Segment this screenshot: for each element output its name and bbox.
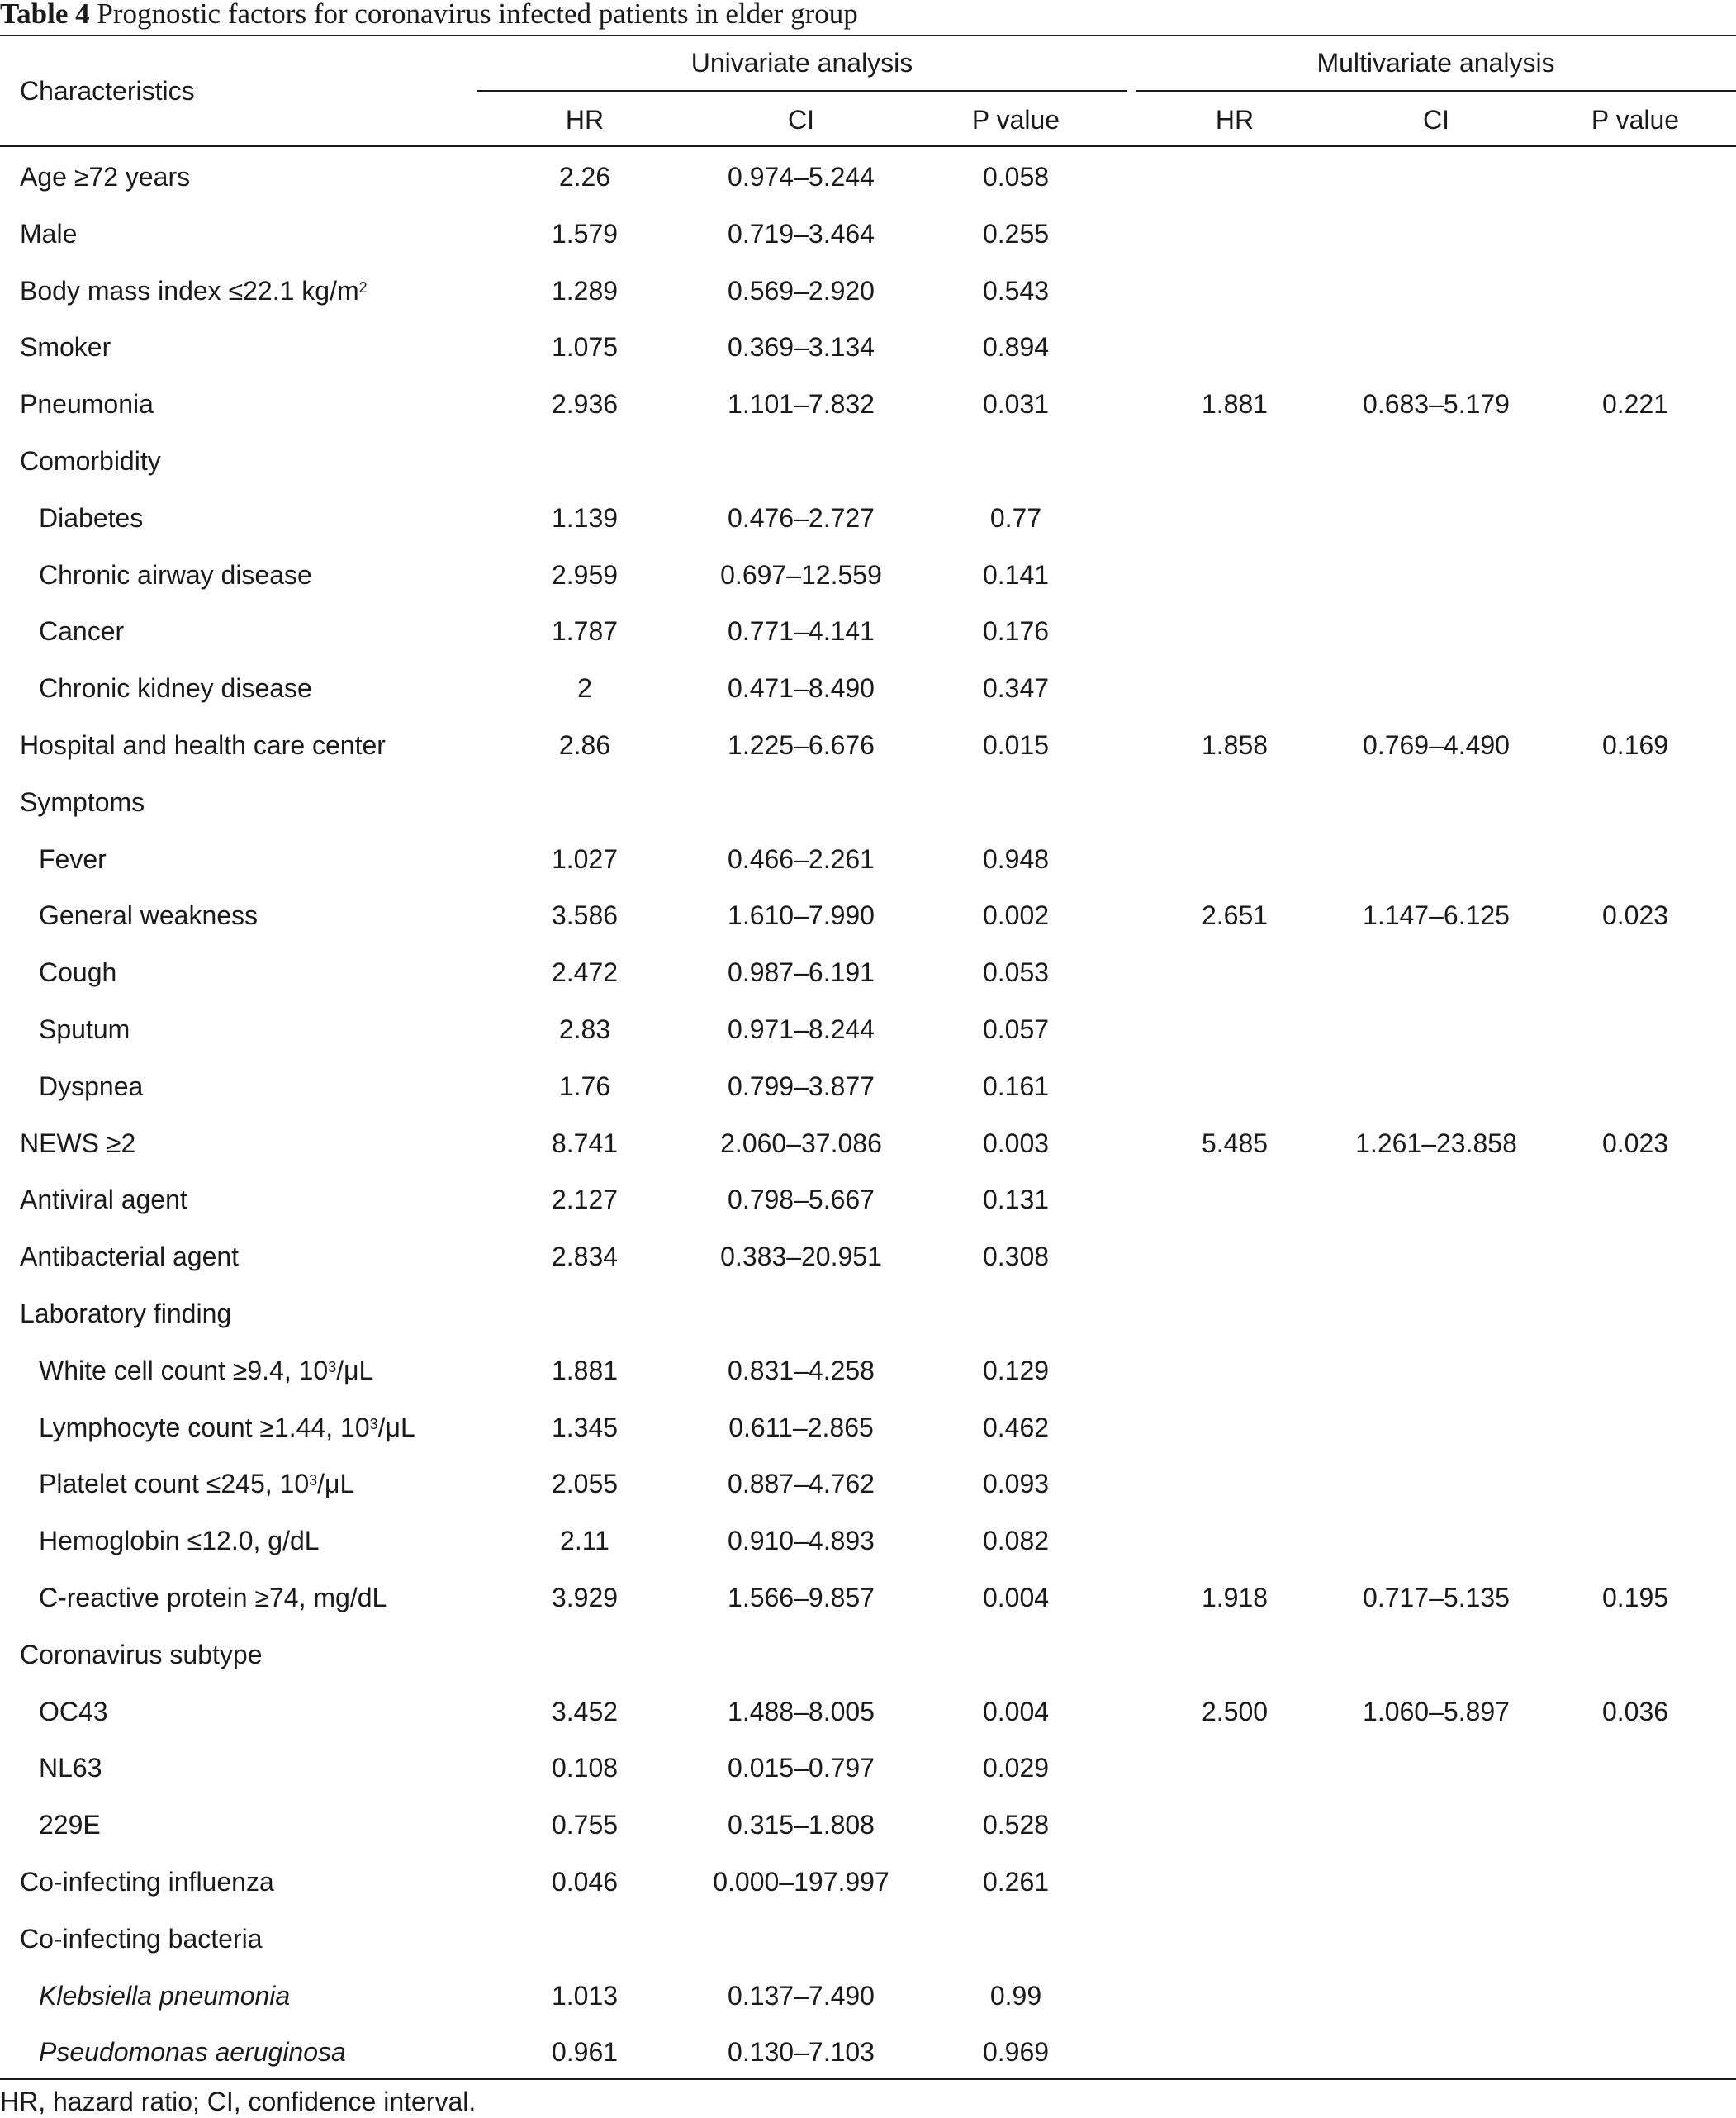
row-label: Male bbox=[20, 218, 78, 249]
cell-univariate-hr: 3.586 bbox=[551, 900, 619, 931]
cell-univariate-p: 0.031 bbox=[982, 389, 1050, 420]
cell-univariate-p bbox=[933, 1922, 1098, 1955]
cell-univariate-hr: 0.108 bbox=[551, 1753, 619, 1783]
cell-univariate-ci: 0.569–2.920 bbox=[728, 275, 875, 306]
cell-univariate-ci: 0.369–3.134 bbox=[728, 332, 875, 363]
table-row bbox=[0, 490, 1736, 547]
table-row bbox=[0, 1797, 1736, 1854]
header-u-ci: CI bbox=[788, 105, 814, 135]
cell-univariate-p: 0.176 bbox=[982, 616, 1050, 647]
row-label: Age ≥72 years bbox=[20, 162, 191, 192]
cell-univariate-p: 0.77 bbox=[989, 502, 1042, 533]
cell-multivariate-ci bbox=[1312, 501, 1560, 534]
cell-univariate-hr: 2.936 bbox=[551, 389, 619, 420]
table-row bbox=[0, 717, 1736, 774]
cell-multivariate-hr bbox=[1152, 501, 1317, 534]
cell-multivariate-p bbox=[1553, 615, 1718, 648]
cell-multivariate-hr bbox=[1152, 956, 1317, 989]
row-label: Symptoms bbox=[20, 786, 145, 817]
cell-univariate-ci: 0.611–2.865 bbox=[728, 1412, 874, 1442]
cell-multivariate-ci bbox=[1312, 1070, 1560, 1103]
cell-multivariate-hr bbox=[1152, 1070, 1317, 1103]
cell-multivariate-ci bbox=[1312, 1808, 1560, 1841]
row-label: Hospital and health care center bbox=[20, 730, 386, 760]
cell-univariate-p: 0.99 bbox=[989, 1980, 1042, 2011]
table-row bbox=[0, 1740, 1736, 1797]
cell-multivariate-hr bbox=[1152, 444, 1317, 477]
cell-univariate-p: 0.543 bbox=[982, 275, 1050, 306]
cell-univariate-ci: 0.466–2.261 bbox=[728, 843, 875, 874]
table-row bbox=[0, 263, 1736, 320]
cell-multivariate-p: 0.221 bbox=[1601, 389, 1669, 420]
cell-univariate-hr bbox=[502, 444, 667, 477]
cell-multivariate-hr bbox=[1152, 1524, 1317, 1557]
cell-multivariate-p bbox=[1553, 2035, 1718, 2068]
cell-univariate-p: 0.131 bbox=[982, 1185, 1050, 1215]
cell-multivariate-p bbox=[1553, 217, 1718, 250]
cell-univariate-hr: 1.075 bbox=[551, 332, 619, 363]
cell-multivariate-ci bbox=[1312, 956, 1560, 989]
row-label: Pseudomonas aeruginosa bbox=[39, 2037, 346, 2068]
cell-multivariate-hr bbox=[1152, 1808, 1317, 1841]
row-label: Platelet count ≤245, $10^3/\mu L$ bbox=[39, 1469, 355, 1499]
cell-univariate-hr: 1.76 bbox=[558, 1071, 611, 1101]
cell-multivariate-ci: 0.717–5.135 bbox=[1363, 1583, 1510, 1612]
cell-univariate-p: 0.004 bbox=[982, 1583, 1050, 1612]
table-row bbox=[0, 547, 1736, 604]
cell-multivariate-p bbox=[1553, 501, 1718, 534]
cell-univariate-ci bbox=[677, 1922, 925, 1955]
cell-univariate-ci: 0.000–197.997 bbox=[713, 1867, 889, 1897]
table-row bbox=[0, 660, 1736, 717]
cell-multivariate-p bbox=[1553, 1411, 1718, 1444]
table-row bbox=[0, 1285, 1736, 1342]
row-label: Sputum bbox=[39, 1014, 130, 1044]
cell-univariate-ci: 1.101–7.832 bbox=[728, 389, 875, 420]
cell-multivariate-hr bbox=[1152, 1013, 1317, 1046]
cell-multivariate-p bbox=[1553, 1922, 1718, 1955]
cell-multivariate-hr bbox=[1152, 2035, 1317, 2068]
cell-multivariate-ci bbox=[1312, 1297, 1560, 1330]
cell-univariate-hr: 3.929 bbox=[551, 1583, 619, 1612]
cell-multivariate-ci bbox=[1312, 843, 1560, 876]
cell-univariate-ci bbox=[677, 444, 925, 477]
row-label: Comorbidity bbox=[20, 446, 161, 476]
cell-univariate-ci: 1.225–6.676 bbox=[728, 730, 875, 760]
cell-multivariate-p bbox=[1553, 1354, 1718, 1387]
row-label: Klebsiella pneumonia bbox=[39, 1980, 291, 2011]
header-m-hr: HR bbox=[1215, 105, 1255, 135]
cell-multivariate-p bbox=[1553, 1638, 1718, 1671]
row-label: White cell count ≥9.4, $10^3/\mu L$ bbox=[39, 1355, 374, 1385]
cell-univariate-hr: 2 bbox=[577, 673, 592, 704]
cell-univariate-ci: 2.060–37.086 bbox=[720, 1128, 882, 1158]
cell-multivariate-hr bbox=[1152, 843, 1317, 876]
cell-multivariate-ci bbox=[1312, 1524, 1560, 1557]
row-label: Lymphocyte count ≥1.44, $10^3/\mu L$ bbox=[39, 1412, 415, 1442]
table-row bbox=[0, 1968, 1736, 2025]
cell-multivariate-ci bbox=[1312, 1013, 1560, 1046]
cell-multivariate-hr bbox=[1152, 1865, 1317, 1898]
cell-univariate-hr: 2.83 bbox=[558, 1014, 611, 1044]
cell-multivariate-ci bbox=[1312, 1240, 1560, 1273]
table-row bbox=[0, 1171, 1736, 1228]
cell-multivariate-ci bbox=[1312, 1467, 1560, 1500]
cell-multivariate-ci bbox=[1312, 786, 1560, 819]
header-m-p: P value bbox=[1591, 105, 1680, 135]
cell-univariate-ci bbox=[677, 786, 925, 819]
cell-multivariate-ci bbox=[1312, 1751, 1560, 1784]
cell-multivariate-p bbox=[1553, 1808, 1718, 1841]
row-label: NEWS ≥2 bbox=[20, 1128, 136, 1158]
cell-univariate-p: 0.347 bbox=[982, 673, 1050, 704]
cell-univariate-ci: 0.383–20.951 bbox=[720, 1242, 882, 1272]
cell-univariate-p: 0.002 bbox=[982, 900, 1050, 931]
cell-multivariate-hr bbox=[1152, 1183, 1317, 1216]
cell-univariate-ci: 1.488–8.005 bbox=[728, 1696, 875, 1726]
cell-univariate-hr: 0.755 bbox=[551, 1810, 619, 1840]
cell-univariate-ci: 0.987–6.191 bbox=[728, 957, 875, 988]
table-row bbox=[0, 1626, 1736, 1683]
cell-univariate-hr: 2.11 bbox=[560, 1526, 609, 1556]
table-row bbox=[0, 1513, 1736, 1570]
cell-multivariate-hr bbox=[1152, 672, 1317, 705]
table-row bbox=[0, 603, 1736, 660]
cell-univariate-p: 0.528 bbox=[982, 1810, 1050, 1840]
header-univariate: Univariate analysis bbox=[690, 48, 913, 78]
row-label: OC43 bbox=[39, 1696, 108, 1726]
table-caption bbox=[0, 0, 858, 33]
cell-multivariate-p bbox=[1553, 1013, 1718, 1046]
cell-multivariate-p bbox=[1553, 786, 1718, 819]
cell-univariate-hr: 0.961 bbox=[551, 2037, 619, 2068]
cell-multivariate-hr: 1.858 bbox=[1201, 730, 1269, 760]
cell-multivariate-hr bbox=[1152, 160, 1317, 193]
cell-univariate-ci: 0.015–0.797 bbox=[728, 1753, 875, 1783]
cell-multivariate-p bbox=[1553, 274, 1718, 307]
cell-univariate-ci: 1.566–9.857 bbox=[728, 1583, 875, 1612]
cell-univariate-p: 0.015 bbox=[982, 730, 1050, 760]
header-characteristics: Characteristics bbox=[20, 76, 195, 106]
cell-multivariate-p bbox=[1553, 160, 1718, 193]
cell-univariate-ci: 0.697–12.559 bbox=[720, 559, 882, 590]
cell-multivariate-ci bbox=[1312, 1865, 1560, 1898]
row-label: General weakness bbox=[39, 900, 259, 931]
cell-univariate-hr: 1.579 bbox=[551, 218, 619, 249]
cell-univariate-ci: 0.476–2.727 bbox=[728, 502, 875, 533]
cell-univariate-p: 0.462 bbox=[982, 1412, 1050, 1442]
cell-multivariate-p: 0.023 bbox=[1601, 1128, 1669, 1158]
cell-univariate-hr: 2.834 bbox=[551, 1242, 619, 1272]
cell-univariate-ci: 1.610–7.990 bbox=[728, 900, 875, 931]
cell-univariate-p: 0.082 bbox=[982, 1526, 1050, 1556]
cell-multivariate-hr: 2.500 bbox=[1201, 1696, 1269, 1726]
cell-univariate-hr: 1.787 bbox=[551, 616, 619, 647]
cell-multivariate-ci bbox=[1312, 274, 1560, 307]
row-label: Diabetes bbox=[39, 502, 144, 533]
cell-univariate-ci bbox=[677, 1297, 925, 1330]
cell-univariate-p bbox=[933, 786, 1098, 819]
cell-univariate-ci bbox=[677, 1638, 925, 1671]
table-row bbox=[0, 1115, 1736, 1172]
cell-multivariate-p bbox=[1553, 1979, 1718, 2012]
cell-univariate-p bbox=[933, 444, 1098, 477]
row-label: Pneumonia bbox=[20, 389, 154, 420]
cell-multivariate-hr bbox=[1152, 1240, 1317, 1273]
cell-univariate-hr: 2.26 bbox=[558, 162, 611, 192]
cell-univariate-ci: 0.719–3.464 bbox=[728, 218, 875, 249]
cell-multivariate-hr bbox=[1152, 1979, 1317, 2012]
cell-multivariate-ci bbox=[1312, 1922, 1560, 1955]
row-label: C-reactive protein ≥74, mg/dL bbox=[39, 1583, 387, 1612]
header-u-p: P value bbox=[971, 105, 1060, 135]
cell-univariate-p: 0.969 bbox=[982, 2037, 1050, 2068]
header-m-ci: CI bbox=[1423, 105, 1449, 135]
cell-univariate-ci: 0.887–4.762 bbox=[728, 1469, 875, 1499]
cell-multivariate-p: 0.036 bbox=[1601, 1696, 1669, 1726]
table-row bbox=[0, 2024, 1736, 2081]
row-label: Antibacterial agent bbox=[20, 1242, 240, 1272]
cell-multivariate-hr: 2.651 bbox=[1201, 900, 1269, 931]
cell-univariate-p: 0.161 bbox=[982, 1071, 1050, 1101]
cell-multivariate-p bbox=[1553, 1865, 1718, 1898]
cell-univariate-hr bbox=[502, 786, 667, 819]
row-label: Co-infecting influenza bbox=[20, 1867, 274, 1897]
cell-univariate-ci: 0.831–4.258 bbox=[728, 1355, 875, 1385]
table-row bbox=[0, 1399, 1736, 1456]
table-row bbox=[0, 1001, 1736, 1058]
row-label: Smoker bbox=[20, 332, 111, 363]
cell-multivariate-hr bbox=[1152, 1751, 1317, 1784]
cell-univariate-hr: 2.86 bbox=[558, 730, 611, 760]
header-rule bbox=[0, 145, 1736, 147]
cell-multivariate-hr bbox=[1152, 217, 1317, 250]
bottom-rule bbox=[0, 2078, 1736, 2080]
table-row bbox=[0, 944, 1736, 1001]
cell-multivariate-ci bbox=[1312, 1979, 1560, 2012]
cell-univariate-ci: 0.971–8.244 bbox=[728, 1014, 875, 1044]
table-row bbox=[0, 206, 1736, 263]
cell-multivariate-hr bbox=[1152, 274, 1317, 307]
row-label: Hemoglobin ≤12.0, g/dL bbox=[39, 1526, 320, 1556]
cell-univariate-p bbox=[933, 1297, 1098, 1330]
cell-multivariate-p bbox=[1553, 444, 1718, 477]
cell-univariate-p: 0.894 bbox=[982, 332, 1050, 363]
cell-multivariate-hr: 5.485 bbox=[1201, 1128, 1269, 1158]
cell-multivariate-ci: 1.060–5.897 bbox=[1363, 1696, 1510, 1726]
table-number: Table 4 bbox=[0, 0, 90, 30]
cell-multivariate-hr bbox=[1152, 1638, 1317, 1671]
cell-multivariate-p bbox=[1553, 1070, 1718, 1103]
table-row bbox=[0, 1228, 1736, 1285]
cell-univariate-ci: 0.798–5.667 bbox=[728, 1185, 875, 1215]
cell-multivariate-ci bbox=[1312, 1354, 1560, 1387]
row-label: Co-infecting bacteria bbox=[20, 1923, 263, 1954]
table-row bbox=[0, 1570, 1736, 1626]
row-label: Laboratory finding bbox=[20, 1299, 232, 1328]
cell-univariate-p: 0.093 bbox=[982, 1469, 1050, 1499]
table-row bbox=[0, 1683, 1736, 1740]
cell-univariate-ci: 0.130–7.103 bbox=[728, 2037, 875, 2068]
cell-multivariate-ci bbox=[1312, 330, 1560, 363]
cell-multivariate-ci bbox=[1312, 558, 1560, 591]
table-row bbox=[0, 831, 1736, 888]
cell-univariate-ci: 0.974–5.244 bbox=[728, 162, 875, 192]
table-row bbox=[0, 319, 1736, 376]
cell-multivariate-hr bbox=[1152, 1411, 1317, 1444]
table-row bbox=[0, 1911, 1736, 1968]
cell-univariate-p: 0.053 bbox=[982, 957, 1050, 988]
row-label: Chronic kidney disease bbox=[39, 673, 312, 704]
cell-multivariate-p bbox=[1553, 1297, 1718, 1330]
header-u-hr: HR bbox=[565, 105, 605, 135]
row-label: NL63 bbox=[39, 1753, 102, 1783]
cell-multivariate-ci: 1.147–6.125 bbox=[1363, 900, 1510, 931]
cell-univariate-hr: 3.452 bbox=[551, 1696, 619, 1726]
row-label: Antiviral agent bbox=[20, 1185, 187, 1215]
cell-univariate-hr: 1.139 bbox=[551, 502, 619, 533]
cell-multivariate-p: 0.195 bbox=[1601, 1583, 1669, 1612]
cell-univariate-hr: 2.127 bbox=[551, 1185, 619, 1215]
cell-multivariate-hr bbox=[1152, 1354, 1317, 1387]
cell-multivariate-ci: 0.683–5.179 bbox=[1363, 389, 1510, 420]
cell-univariate-p: 0.029 bbox=[982, 1753, 1050, 1783]
multivariate-subrule bbox=[1136, 90, 1736, 92]
row-label: Coronavirus subtype bbox=[20, 1639, 263, 1669]
table-row bbox=[0, 1342, 1736, 1399]
cell-univariate-p: 0.129 bbox=[982, 1355, 1050, 1385]
table-row bbox=[0, 149, 1736, 206]
cell-multivariate-ci: 0.769–4.490 bbox=[1363, 730, 1510, 760]
univariate-subrule bbox=[477, 90, 1127, 92]
cell-univariate-p: 0.948 bbox=[982, 843, 1050, 874]
cell-multivariate-ci bbox=[1312, 672, 1560, 705]
cell-univariate-hr: 1.345 bbox=[551, 1412, 619, 1442]
row-label: Cancer bbox=[39, 616, 125, 647]
cell-multivariate-p bbox=[1553, 956, 1718, 989]
cell-multivariate-hr bbox=[1152, 1922, 1317, 1955]
cell-univariate-p: 0.141 bbox=[982, 559, 1050, 590]
cell-multivariate-hr bbox=[1152, 786, 1317, 819]
cell-univariate-hr: 1.881 bbox=[551, 1355, 619, 1385]
top-rule bbox=[0, 35, 1736, 36]
cell-multivariate-p bbox=[1553, 843, 1718, 876]
cell-univariate-ci: 0.799–3.877 bbox=[728, 1071, 875, 1101]
cell-multivariate-hr: 1.918 bbox=[1201, 1583, 1269, 1612]
cell-univariate-ci: 0.471–8.490 bbox=[728, 673, 875, 704]
cell-univariate-hr: 2.472 bbox=[551, 957, 619, 988]
row-label: Dyspnea bbox=[39, 1071, 144, 1101]
cell-univariate-p: 0.004 bbox=[982, 1696, 1050, 1726]
cell-multivariate-ci bbox=[1312, 1638, 1560, 1671]
cell-multivariate-ci bbox=[1312, 217, 1560, 250]
cell-univariate-hr: 8.741 bbox=[551, 1128, 619, 1158]
cell-multivariate-p: 0.169 bbox=[1601, 730, 1669, 760]
cell-univariate-p: 0.255 bbox=[982, 218, 1050, 249]
row-label: 229E bbox=[39, 1810, 101, 1840]
table-row bbox=[0, 433, 1736, 490]
cell-multivariate-ci bbox=[1312, 2035, 1560, 2068]
cell-multivariate-p bbox=[1553, 672, 1718, 705]
row-label: Fever bbox=[39, 843, 107, 874]
cell-univariate-ci: 0.315–1.808 bbox=[728, 1810, 875, 1840]
cell-multivariate-p bbox=[1553, 1183, 1718, 1216]
row-label: Cough bbox=[39, 957, 117, 988]
cell-univariate-hr: 2.959 bbox=[551, 559, 619, 590]
cell-multivariate-hr bbox=[1152, 1297, 1317, 1330]
table-row bbox=[0, 1456, 1736, 1513]
cell-multivariate-ci bbox=[1312, 615, 1560, 648]
cell-univariate-p: 0.308 bbox=[982, 1242, 1050, 1272]
table-row bbox=[0, 1854, 1736, 1911]
cell-univariate-p bbox=[933, 1638, 1098, 1671]
cell-univariate-ci: 0.137–7.490 bbox=[728, 1980, 875, 2011]
cell-univariate-hr: 1.027 bbox=[551, 843, 619, 874]
cell-multivariate-hr: 1.881 bbox=[1201, 389, 1269, 420]
header-multivariate: Multivariate analysis bbox=[1316, 48, 1555, 78]
cell-multivariate-hr bbox=[1152, 615, 1317, 648]
cell-multivariate-hr bbox=[1152, 1467, 1317, 1500]
cell-multivariate-hr bbox=[1152, 330, 1317, 363]
cell-multivariate-ci: 1.261–23.858 bbox=[1355, 1128, 1517, 1158]
cell-univariate-hr: 0.046 bbox=[551, 1867, 619, 1897]
cell-multivariate-ci bbox=[1312, 1411, 1560, 1444]
cell-univariate-ci: 0.910–4.893 bbox=[728, 1526, 875, 1556]
cell-univariate-hr: 1.013 bbox=[551, 1980, 619, 2011]
cell-multivariate-p bbox=[1553, 558, 1718, 591]
table-footnote: HR, hazard ratio; CI, confidence interval. bbox=[0, 2087, 477, 2116]
cell-multivariate-hr bbox=[1152, 558, 1317, 591]
cell-univariate-p: 0.058 bbox=[982, 162, 1050, 192]
cell-multivariate-p: 0.023 bbox=[1601, 900, 1669, 931]
cell-univariate-hr bbox=[502, 1297, 667, 1330]
cell-univariate-p: 0.261 bbox=[982, 1867, 1050, 1897]
cell-univariate-p: 0.057 bbox=[982, 1014, 1050, 1044]
cell-multivariate-p bbox=[1553, 1751, 1718, 1784]
table-row bbox=[0, 376, 1736, 433]
cell-multivariate-p bbox=[1553, 1524, 1718, 1557]
cell-univariate-hr bbox=[502, 1922, 667, 1955]
row-label: Body mass index ≤22.1 $kg/m^2$ bbox=[20, 275, 368, 306]
cell-multivariate-ci bbox=[1312, 444, 1560, 477]
table-row bbox=[0, 774, 1736, 831]
cell-multivariate-ci bbox=[1312, 1183, 1560, 1216]
cell-univariate-hr bbox=[502, 1638, 667, 1671]
cell-univariate-hr: 1.289 bbox=[551, 275, 619, 306]
table-row bbox=[0, 887, 1736, 944]
cell-multivariate-p bbox=[1553, 330, 1718, 363]
cell-univariate-hr: 2.055 bbox=[551, 1469, 619, 1499]
cell-univariate-p: 0.003 bbox=[982, 1128, 1050, 1158]
row-label: Chronic airway disease bbox=[39, 559, 312, 590]
cell-multivariate-p bbox=[1553, 1240, 1718, 1273]
table-title: Prognostic factors for coronavirus infected patients in elder group bbox=[97, 0, 858, 30]
cell-multivariate-p bbox=[1553, 1467, 1718, 1500]
table-row bbox=[0, 1058, 1736, 1115]
cell-univariate-ci: 0.771–4.141 bbox=[728, 616, 875, 647]
cell-multivariate-ci bbox=[1312, 160, 1560, 193]
